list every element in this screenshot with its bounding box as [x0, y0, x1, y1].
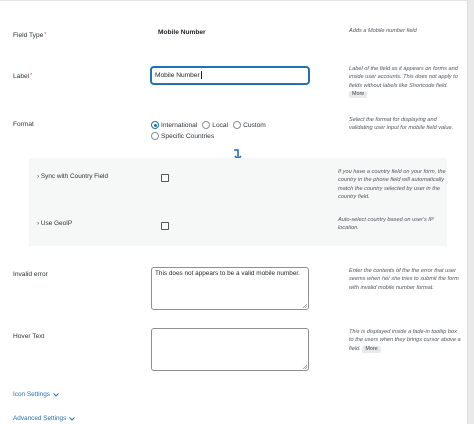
invalid-error-label: Invalid error [13, 271, 48, 278]
advanced-settings-label: Advanced Settings [13, 415, 67, 422]
field-type-label: Field Type* [13, 32, 47, 39]
more-button[interactable]: More [349, 91, 367, 98]
use-geoip-help: Auto-select country based on user's IP location. [338, 217, 434, 232]
icon-settings-label: Icon Settings [13, 391, 50, 398]
hover-text-textarea[interactable] [151, 328, 309, 371]
format-option-international[interactable]: International [151, 121, 197, 129]
radio-international[interactable] [151, 121, 159, 129]
invalid-error-textarea[interactable]: This does not appears to be a valid mobile number. [151, 267, 309, 310]
format-option-custom[interactable]: Custom [233, 121, 266, 129]
radio-custom[interactable] [233, 121, 241, 129]
format-radio-group-line2 [151, 132, 217, 140]
more-button[interactable]: More [362, 346, 380, 353]
chevron-down-icon [69, 417, 75, 421]
resize-grip-icon[interactable] [302, 303, 307, 308]
label-label: Label* [13, 73, 33, 80]
advanced-settings-toggle[interactable] [13, 415, 75, 422]
resize-grip-icon[interactable] [302, 364, 307, 369]
radio-local[interactable] [202, 121, 210, 129]
hover-text-label: Hover Text [13, 333, 45, 340]
format-radio-group [151, 121, 269, 129]
sync-country-label: › Sync with Country Field [37, 173, 109, 180]
format-option-local[interactable]: Local [202, 121, 228, 129]
icon-settings-toggle[interactable] [13, 391, 59, 398]
radio-specific-countries[interactable] [151, 132, 159, 140]
format-label: Format [13, 121, 34, 128]
use-geoip-checkbox[interactable] [161, 222, 169, 230]
format-option-specific-countries[interactable]: Specific Countries [151, 132, 214, 140]
invalid-error-help: Enter the contents of the the error that user seems when he/ she tries to submit the form with invalid mobile number format. [349, 268, 459, 291]
use-geoip-label: › Use GeoIP [37, 220, 73, 227]
label-help: Label of the field as it appears on forms and inside user accounts. This does not apply to fields without labels like Shortcode field. More [349, 66, 458, 98]
page-edge [468, 0, 474, 424]
field-type-value: Mobile Number [158, 29, 206, 36]
hover-text-help: This is displayed inside a fade-in tooltip box to the users when they brings cursor above a field. More [349, 329, 461, 352]
chevron-down-icon [53, 393, 59, 397]
sync-country-help: If you have a country field on your form, the country in the phone field will automatically match the country selected by user in the country field. [338, 169, 446, 201]
field-type-help: Adds a Mobile number field [349, 28, 417, 34]
label-input[interactable]: Mobile Number [151, 67, 309, 84]
sync-country-checkbox[interactable] [161, 174, 169, 182]
format-help: Select the format for displaying and validating user input for mobile field value. [349, 117, 454, 132]
